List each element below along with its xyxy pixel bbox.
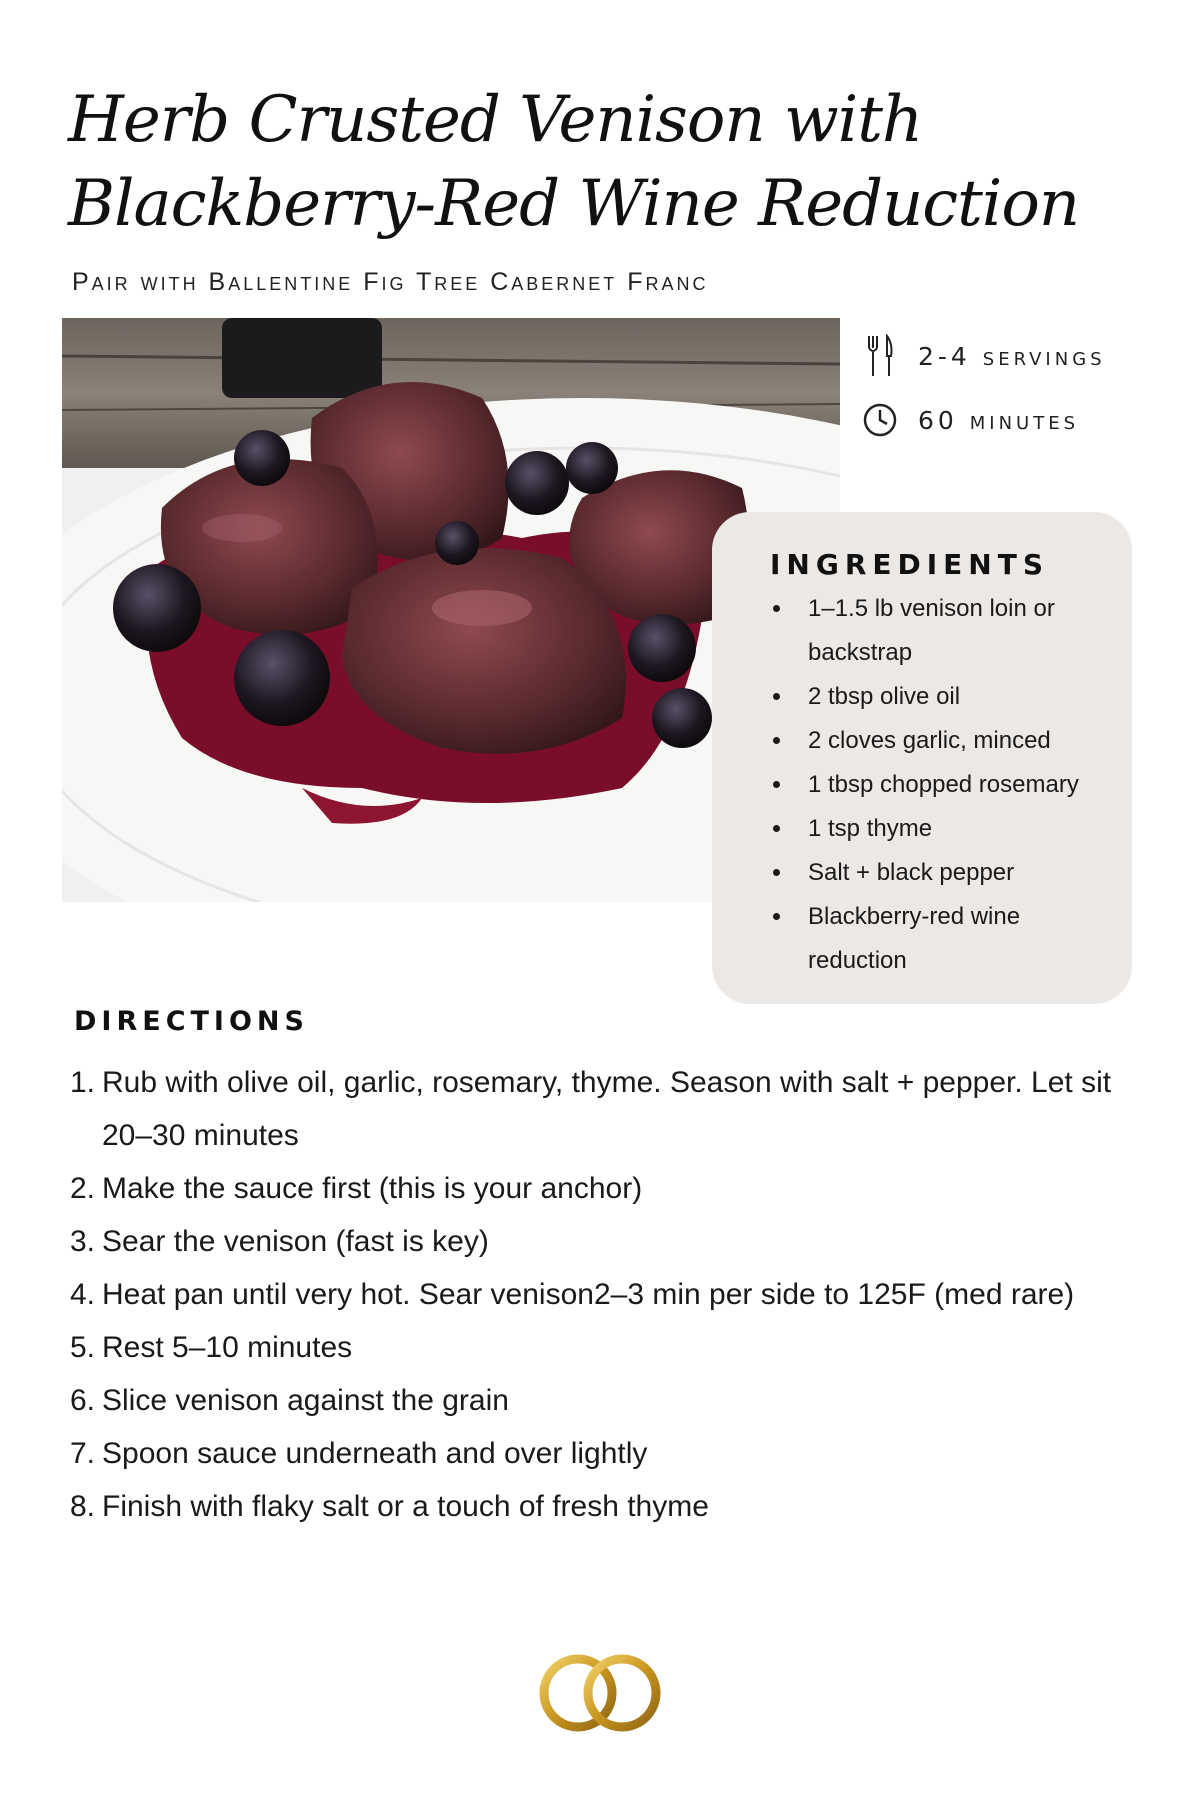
direction-step: [70, 1480, 1150, 1533]
step-number: 5.: [70, 1331, 96, 1364]
fork-knife-icon: [860, 334, 900, 378]
directions-heading: DIRECTIONS: [74, 1006, 309, 1037]
ingredients-panel: [712, 512, 1132, 1004]
step-text: Rest 5–10 minutes: [102, 1331, 353, 1364]
direction-step: [70, 1162, 1150, 1215]
step-number: 6.: [70, 1384, 96, 1417]
direction-step: [70, 1056, 1150, 1162]
direction-step: [70, 1374, 1150, 1427]
direction-step: [70, 1215, 1150, 1268]
ingredient-item: • Salt + black pepper: [794, 851, 1112, 895]
step-text: Make the sauce first (this is your anchor): [102, 1172, 643, 1205]
direction-step: [70, 1321, 1150, 1374]
step-text: Finish with flaky salt or a touch of fresh thyme: [102, 1490, 709, 1523]
step-text: Heat pan until very hot. Sear venison2–3 min per side to 125F (med rare): [102, 1278, 1075, 1311]
recipe-title-line-1: Herb Crusted Venison with: [68, 83, 923, 157]
servings-row: [860, 334, 1106, 378]
time-text: 60 minutes: [918, 405, 1080, 435]
step-number: 7.: [70, 1437, 96, 1470]
recipe-title-line-2: Blackberry-Red Wine Reduction: [68, 167, 1080, 241]
ingredients-list: [758, 587, 1112, 983]
ingredient-item: • 1–1.5 lb venison loin or backstrap: [794, 587, 1112, 675]
interlocking-rings-logo: [532, 1650, 668, 1736]
direction-step: [70, 1268, 1150, 1321]
recipe-title: [68, 78, 1080, 246]
ingredients-heading: INGREDIENTS: [770, 548, 1050, 581]
step-number: 1.: [70, 1066, 96, 1099]
step-text: Sear the venison (fast is key): [102, 1225, 489, 1258]
step-text: Rub with olive oil, garlic, rosemary, thyme. Season with salt + pepper. Let sit 20–30 minutes: [102, 1066, 1112, 1152]
step-number: 8.: [70, 1490, 96, 1523]
wine-pairing: Pair with Ballentine Fig Tree Cabernet Franc: [72, 268, 709, 296]
ingredient-item: • Blackberry-red wine reduction: [794, 895, 1112, 983]
ingredient-item: • 2 tbsp olive oil: [794, 675, 1112, 719]
servings-text: 2-4 servings: [918, 341, 1106, 371]
step-text: Slice venison against the grain: [102, 1384, 509, 1417]
recipe-meta: [860, 334, 1106, 462]
ingredient-item: • 1 tbsp chopped rosemary: [794, 763, 1112, 807]
direction-step: [70, 1427, 1150, 1480]
step-text: Spoon sauce underneath and over lightly: [102, 1437, 648, 1470]
clock-icon: [860, 398, 900, 442]
step-number: 4.: [70, 1278, 96, 1311]
step-number: 3.: [70, 1225, 96, 1258]
ingredient-item: • 1 tsp thyme: [794, 807, 1112, 851]
step-number: 2.: [70, 1172, 96, 1205]
directions-list: [70, 1056, 1150, 1533]
ingredient-item: • 2 cloves garlic, minced: [794, 719, 1112, 763]
time-row: [860, 398, 1106, 442]
